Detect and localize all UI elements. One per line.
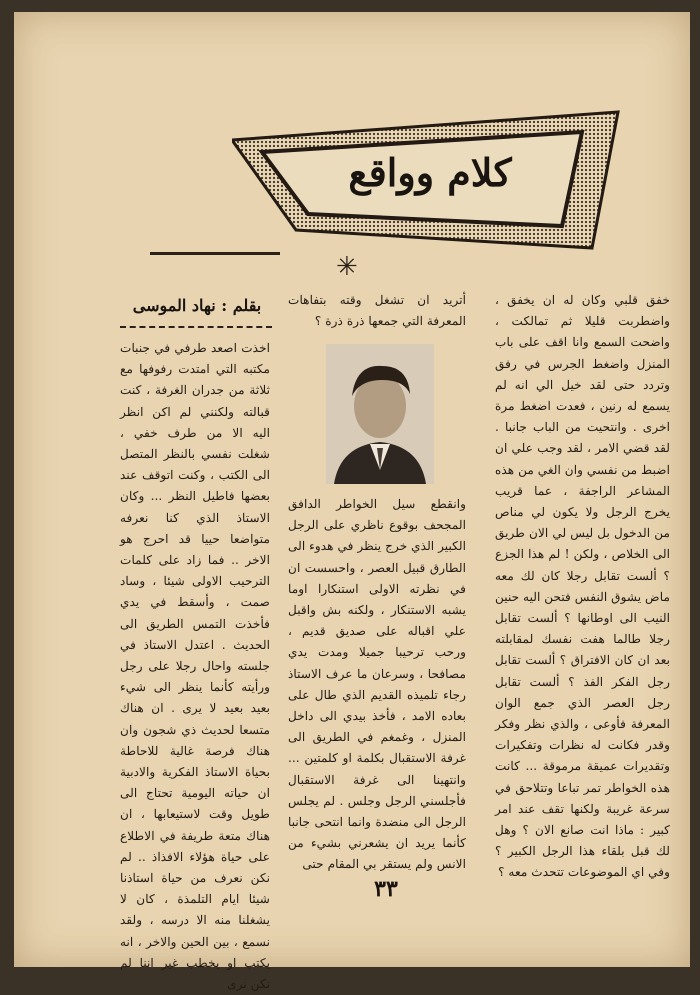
column-right-text: خفق قلبي وكان له ان يخفق ، واضطربت قليلا ثم تمالكت ، واضحت السمع وانا اقف على باب المنزل واضغط الجرس في رفق وتردد حتى لقد خيل الي انه لم يسمع له رنين ، فعدت اضغط مرة اخرى . وانتحيت من الباب جانبا . لقد قضي الامر ، لقد وجب علي ان اضبط من نفسي وان الغي من هذه المشاعر الراجفة ، عما قريب يخرج الرجل ولا يكون لي مناص من الدخول بل ليس لي الان طريق الى الخلاص ، ولكن ! لم هذا الجزع ؟ ألست تقابل رجلا كان لك معه ماض يشوق النفس فتحن اليه حنين النيب الى اوطانها ؟ ألست تقابل رجلا طالما هفت نفسك لمقابلته بعد ان كان الافتراق ؟ ألست تقابل رجل الفكر الفذ ؟ ألست تقابل رجل العصر الذي جمع الوان المعرفة فأوعى ، والذي نظر وفكر وقدر فكانت له نظرات وتفكيرات وتقديرات عميقة مرموقة ... كانت هذه الخواطر تمر تباعا وتتلاحق في سرعة غريبة ولكنها تقف عند امر كبير : ماذا انت صانع الان ؟ وهل لك قبل بلقاء هذا الرجل الكبير ؟ وفي اي الموضوعات تتحدث معه ؟ bbox=[495, 293, 670, 880]
text-column-right bbox=[495, 290, 670, 884]
text-column-middle-lower bbox=[288, 494, 466, 876]
portrait-image bbox=[326, 344, 434, 484]
text-column-left bbox=[120, 338, 270, 995]
asterisk-ornament-icon: ✳ bbox=[336, 252, 358, 282]
author-byline: بقلم : نهاد الموسى bbox=[132, 296, 262, 315]
page-number: ٣٣ bbox=[374, 876, 398, 902]
text-column-middle bbox=[288, 290, 466, 332]
byline-underline bbox=[120, 326, 272, 328]
decorative-rule bbox=[150, 252, 280, 255]
author-portrait bbox=[326, 344, 434, 484]
column-left-text: اخذت اصعد طرفي في جنبات مكتبه التي امتدت رفوفها مع ثلاثة من جدران الغرفة ، كنت قبالته ولكنني لم اكن انظر اليه الا من طرف خفي ، شغلت نفسي بالنظر المتصل الى الكتب ، وكنت اتوقف عند بعضها فاطيل النظر ... وكان الاستاذ الذي كنا نعرفه متواضعا حييا قد احرج هو الاخر .. فما زاد على كلمات الترحيب الاولى شيئا ، وساد صمت ، وأسقط في يدي فأخذت التمس الطريق الى الحديث . اعتدل الاستاذ في جلسته واحال رجلا على رجل ورأيته كأنما ينظر الى شيء بعيد بعيد لا يرى . ان هناك متسعا لحديث ذي شجون وان هناك فرصة غالية للاحاطة بحياة الاستاذ الفكرية والادبية ان حياته اليومية تحتاج الى طويل وقت لاستيعابها ، ان هناك متعة طريفة في الاطلاع على حياة هؤلاء الافذاذ .. لم نكن نعرف من حياة استاذنا شيئا ايام التلمذة ، كان لا يشغلنا منه الا درسه ، ولقد نسمع ، بين الحين والاخر ، انه يكتب او يخطب غير اننا لم نكن نرى bbox=[120, 341, 270, 992]
column-mid-top-text: أتريد ان تشغل وقته بتفاهات المعرفة التي جمعها ذرة ذرة ؟ bbox=[288, 293, 466, 329]
article-title: كلام وواقع bbox=[348, 150, 512, 195]
column-mid-bottom-text: وانقطع سيل الخواطر الدافق المجحف بوقوع ناظري على الرجل الكبير الذي خرج ينظر في هدوء الى الطارق قبيل العصر ، واحسست ان في نظرته الاولى استنكارا اوما يشبه الاستنكار ، ولكنه بش واقبل علي اقباله على صديق قديم ، ورحب ترحيبا جميلا ومدت يدي مصافحا ، وسرعان ما عرف الاستاذ رجاء تلميذه القديم الذي طال على بعاده الامد ، فأخذ بيدي الى داخل المنزل ، وغمغم في الطريق الى غرفة الاستقبال بكلمة او كلمتين ... وانتهينا الى غرفة الاستقبال فأجلسني الرجل وجلس . لم يجلس الرجل الى منضدة وانما انتحى جانبا كأنما يريد ان يشعرني بشيء من الانس ولم يستقر بي المقام حتى bbox=[288, 497, 466, 872]
